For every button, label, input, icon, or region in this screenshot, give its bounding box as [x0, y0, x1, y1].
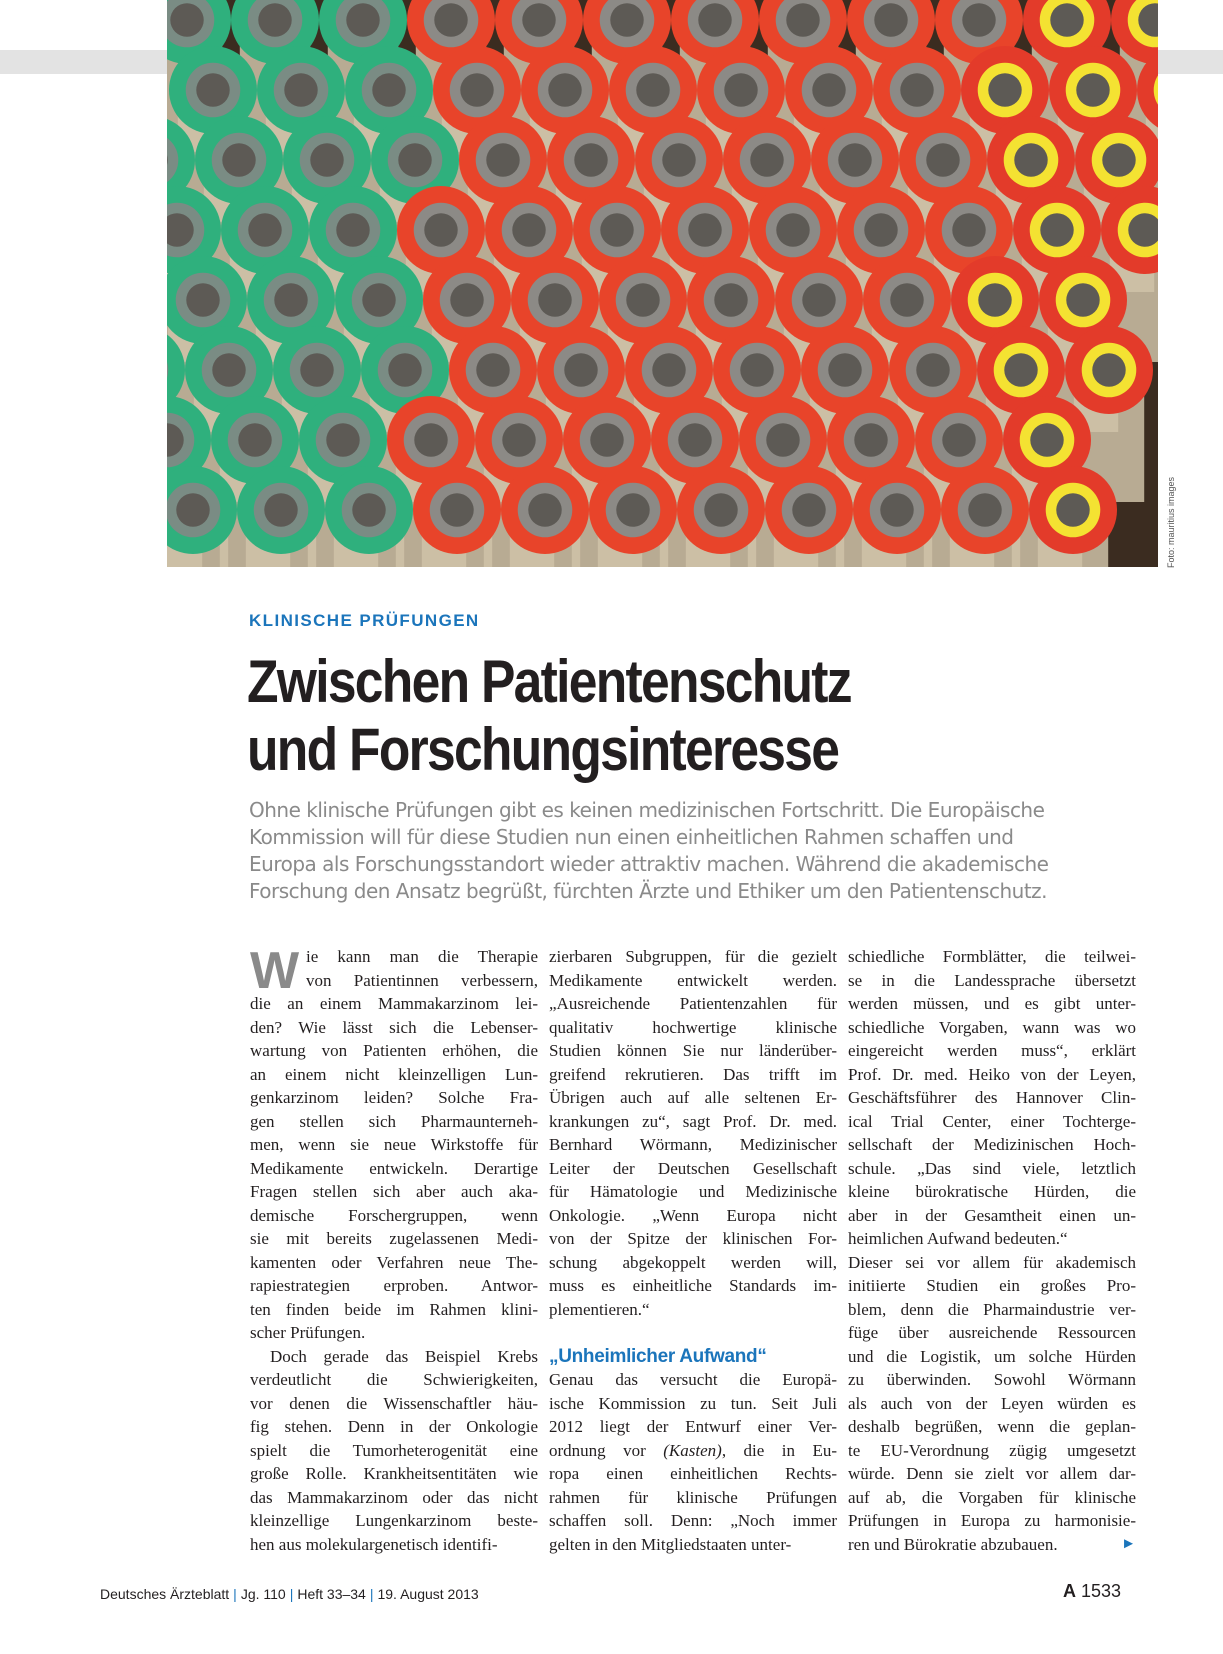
text-line: gen stellen sich Pharmaunterneh- — [250, 1111, 538, 1131]
blood-tubes-image — [167, 0, 1158, 567]
text-line: zierbaren Subgruppen, für die gezielt — [549, 947, 837, 966]
text-line: scher Prüfungen. — [250, 1323, 366, 1342]
text-line: kamenten oder Verfahren neue The- — [250, 1252, 538, 1272]
tube-cap — [325, 466, 413, 567]
text-line: Fragen stellen sich aber auch aka- — [250, 1182, 538, 1201]
text-line: ie kann man die Therapie — [306, 947, 538, 966]
text-line: Studien können Sie nur länderüber- — [549, 1041, 837, 1060]
headline-line-2: und Forschungsinteresse — [247, 716, 839, 783]
text-line: schung abgekoppelt werden will, — [549, 1252, 837, 1272]
column-2-body — [549, 945, 837, 1321]
text-line: schiedliche Formblätter, die teilwei- — [848, 947, 1136, 966]
column-1-body — [250, 942, 538, 1556]
header-photo — [167, 0, 1158, 567]
text-line: sellschaft der Medizinischen Hoch- — [848, 1135, 1136, 1154]
text-line: werden müssen, und es gibt unter- — [848, 994, 1136, 1013]
drop-cap: W — [250, 942, 300, 1000]
text-line: greifend rekrutieren. Das trifft im — [549, 1064, 837, 1084]
text-line: das Mammakarzinom oder das nicht — [250, 1487, 538, 1507]
text-line: rapiestrategien erproben. Antwor- — [250, 1276, 538, 1295]
text-line: gelten in den Mitgliedstaaten unter- — [549, 1534, 792, 1554]
text-line: fig stehen. Denn in der Onkologie — [250, 1417, 538, 1436]
text-line: für Hämatologie und Medizinische — [549, 1182, 837, 1201]
text-line: Doch gerade das Beispiel Krebs — [270, 1346, 538, 1366]
text-line: zu überwinden. Sowohl Wörmann — [848, 1370, 1136, 1389]
text-line: Medikamente entwickelt werden. — [549, 970, 837, 990]
journal-name: Deutsches Ärzteblatt — [100, 1586, 230, 1602]
column-3-body — [848, 945, 1136, 1556]
tube-cap — [941, 466, 1029, 567]
text-line: ten finden beide im Rahmen klini- — [250, 1299, 538, 1319]
text-line: große Rolle. Krankheitsentitäten wie — [250, 1464, 538, 1483]
text-line: se in die Landessprache übersetzt — [848, 970, 1136, 990]
text-line: würde. Denn sie zielt vor allem dar- — [848, 1464, 1136, 1483]
text-line: eingereicht werden muss“, erklärt — [848, 1041, 1136, 1060]
text-line: aber in der Gesamtheit einen un- — [848, 1205, 1136, 1225]
text-line: füge über ausreichende Ressourcen — [848, 1323, 1136, 1342]
continue-arrow-icon: ► — [1121, 1535, 1136, 1552]
text-line: blem, denn die Pharmaindustrie ver- — [848, 1299, 1136, 1319]
text-line: hen aus molekulargenetisch identifi- — [250, 1534, 498, 1554]
text-line: plementieren.“ — [549, 1299, 650, 1319]
article-headline — [247, 648, 851, 784]
tube-cap — [765, 466, 853, 567]
tube-cap — [237, 466, 325, 567]
text-line: rahmen für klinische Prüfungen — [549, 1487, 837, 1507]
section-subheading: „Unheimlicher Aufwand“ — [549, 1345, 767, 1367]
issue-date: 19. August 2013 — [377, 1586, 479, 1602]
lead-line: Forschung den Ansatz begrüßt, fürchten Ärzte und Ethiker um den Patientenschutz. — [249, 879, 1048, 903]
issue: Heft 33–34 — [297, 1586, 366, 1602]
text-column-2 — [549, 945, 837, 1556]
column-2-body-continued — [549, 1368, 837, 1556]
text-line: heimlichen Aufwand bedeuten.“ — [848, 1229, 1068, 1248]
text-line: ische Kommission zu tun. Seit Juli — [549, 1393, 837, 1413]
text-line: Bernhard Wörmann, Medizinischer — [549, 1135, 837, 1154]
text-line: „Ausreichende Patientenzahlen für — [549, 994, 837, 1013]
text-column-1 — [250, 942, 538, 1556]
text-line: ordnung vor (Kasten), die in Eu- — [549, 1440, 837, 1460]
text-column-3 — [848, 945, 1136, 1556]
text-line: qualitativ hochwertige klinische — [549, 1017, 837, 1037]
page-number — [1063, 1581, 1121, 1602]
text-line: deshalb begrüßen, wenn die geplan- — [848, 1417, 1136, 1436]
text-line: demische Forschergruppen, wenn — [250, 1205, 538, 1225]
text-line: als auch von der Leyen würden es — [848, 1393, 1136, 1413]
text-line: Leiter der Deutschen Gesellschaft — [549, 1158, 837, 1178]
lead-line: Europa als Forschungsstandort wieder attraktiv machen. Während die akademische — [249, 852, 1049, 876]
text-line: auf ab, die Vorgaben für klinische — [848, 1487, 1136, 1507]
text-line: kleine bürokratische Hürden, die — [848, 1182, 1136, 1201]
text-line: men, wenn sie neue Wirkstoffe für — [250, 1135, 538, 1154]
tube-cap — [501, 466, 589, 567]
headline-line-1: Zwischen Patientenschutz — [247, 648, 851, 715]
text-line: Genau das versucht die Europä- — [549, 1370, 837, 1389]
text-line: Prüfungen in Europa zu harmonisie- — [848, 1511, 1136, 1530]
text-line: sie mit bereits zugelassenen Medi- — [250, 1229, 538, 1248]
page-prefix: A — [1062, 1581, 1076, 1601]
text-line: an einem nicht kleinzelligen Lun- — [250, 1064, 538, 1084]
tube-cap — [589, 466, 677, 567]
text-line: Geschäftsführer des Hannover Clin- — [848, 1088, 1136, 1107]
page-number-value: 1533 — [1080, 1581, 1121, 1601]
text-line: vor denen die Wissenschaftler häu- — [250, 1393, 538, 1413]
text-line: te EU-Verordnung zügig umgesetzt — [848, 1440, 1136, 1460]
text-line: schule. „Das sind viele, letztlich — [848, 1158, 1136, 1178]
text-line: die an einem Mammakarzinom lei- — [250, 994, 538, 1013]
text-line: ren und Bürokratie abzubauen. ► — [848, 1533, 1136, 1557]
footer-citation: Deutsches Ärzteblatt | Jg. 110 | Heft 33–34 | 19. August 2013 — [100, 1586, 479, 1602]
article-lead — [249, 797, 1129, 905]
text-line: krankungen zu“, sagt Prof. Dr. med. — [549, 1111, 837, 1131]
volume: Jg. 110 — [240, 1586, 286, 1602]
text-line: schiedliche Vorgaben, wann was wo — [848, 1017, 1136, 1037]
text-line: von der Spitze der klinischen For- — [549, 1229, 837, 1248]
lead-line: Ohne klinische Prüfungen gibt es keinen medizinischen Fortschritt. Die Europäische — [249, 798, 1045, 822]
tube-cap — [853, 466, 941, 567]
photo-credit: Foto: mauritius images — [1166, 476, 1176, 568]
text-line: Medikamente entwickeln. Derartige — [250, 1158, 538, 1178]
text-line: Übrigen auch auf alle seltenen Er- — [549, 1088, 837, 1107]
text-line: und die Logistik, um solche Hürden — [848, 1346, 1136, 1366]
text-line: ical Trial Center, einer Tochterge- — [848, 1111, 1136, 1131]
text-line: von Patientinnen verbessern, — [306, 970, 538, 990]
text-line: spielt die Tumorheterogenität eine — [250, 1440, 538, 1460]
text-line: den? Wie lässt sich die Lebenser- — [250, 1017, 538, 1037]
tube-cap — [1029, 466, 1117, 567]
text-line: 2012 liegt der Entwurf einer Ver- — [549, 1417, 837, 1436]
text-line: Prof. Dr. med. Heiko von der Leyen, — [848, 1064, 1136, 1084]
text-line: initiierte Studien ein großes Pro- — [848, 1276, 1136, 1295]
text-line: genkarzinom leiden? Solche Fra- — [250, 1088, 538, 1107]
tube-cap — [677, 466, 765, 567]
tube-cap — [413, 466, 501, 567]
text-line: ropa einen einheitlichen Rechts- — [549, 1464, 837, 1483]
text-line: Dieser sei vor allem für akademisch — [848, 1252, 1136, 1272]
text-line: verdeutlicht die Schwierigkeiten, — [250, 1370, 538, 1389]
text-line: kleinzellige Lungenkarzinom beste- — [250, 1511, 538, 1530]
text-line: Onkologie. „Wenn Europa nicht — [549, 1205, 837, 1225]
text-line: wartung von Patienten erhöhen, die — [250, 1041, 538, 1060]
text-line: muss es einheitliche Standards im- — [549, 1276, 837, 1295]
text-line: schaffen soll. Denn: „Noch immer — [549, 1511, 837, 1530]
lead-line: Kommission will für diese Studien nun einen einheitlichen Rahmen schaffen und — [249, 825, 1014, 849]
article-kicker: KLINISCHE PRÜFUNGEN — [249, 611, 480, 630]
